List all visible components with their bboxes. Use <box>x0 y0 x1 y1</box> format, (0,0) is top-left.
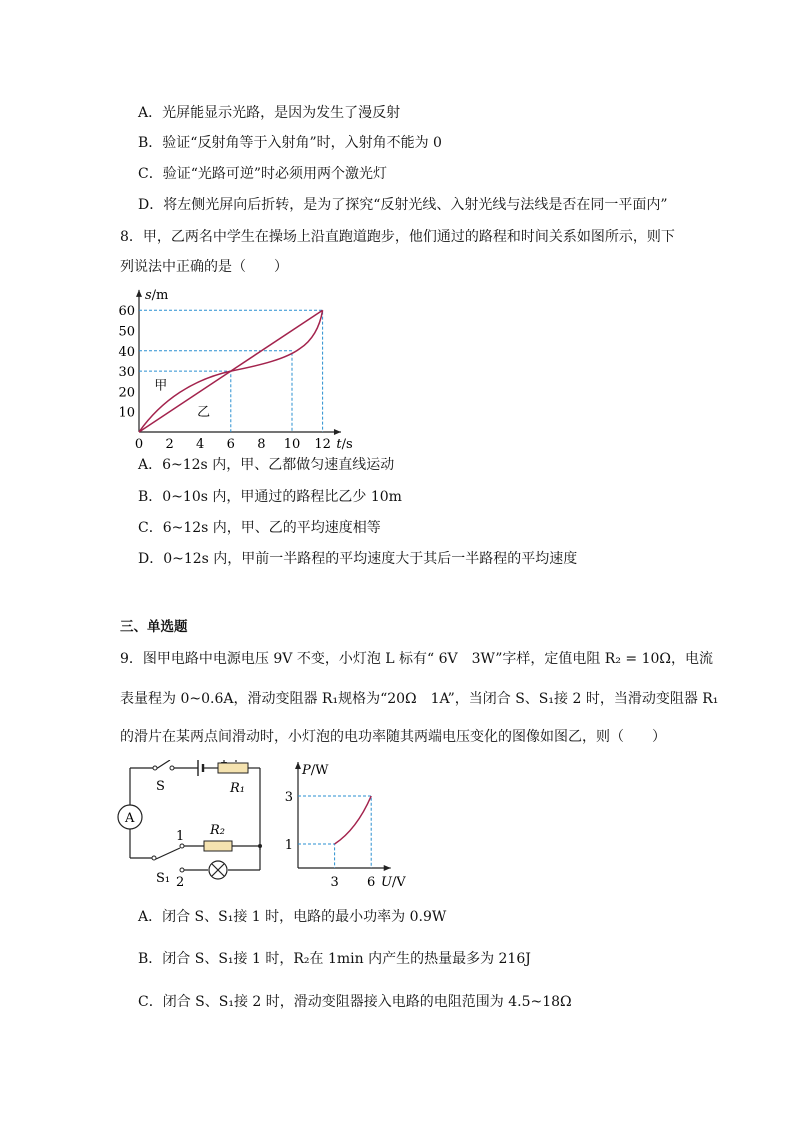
r2-resistor <box>204 841 232 851</box>
q9-stem-line2: 表量程为 0~0.6A，滑动变阻器 R₁规格为“20Ω 1A”，当闭合 S、S₁接 2 时，当滑动变阻器 R₁ <box>120 691 719 707</box>
y-tick-label: 30 <box>118 365 135 381</box>
x-tick-label: 0 <box>134 437 144 450</box>
r1-resistor <box>218 763 248 773</box>
y-axis-label: P/W <box>302 763 329 778</box>
switch-s-label: S <box>156 779 165 794</box>
y-tick-label: 3 <box>284 790 293 805</box>
dashed-guide-line <box>298 796 371 868</box>
contact-1-label: 1 <box>176 829 185 844</box>
q9-stem-line3: 的滑片在某两点间滑动时，小灯泡的电功率随其两端电压变化的图像如图乙，则（ ） <box>120 729 666 745</box>
switch-s-terminal <box>153 766 157 770</box>
q8-st-graph <box>112 280 372 450</box>
y-axis-arrow <box>136 290 142 297</box>
switch-s-blade <box>156 760 170 769</box>
y-tick-label: 10 <box>118 405 135 421</box>
q7-option-d: D．将左侧光屏向后折转，是为了探究“反射光线、入射光线与法线是否在同一平面内” <box>138 197 668 213</box>
contact-2 <box>180 868 184 872</box>
q8-stem-line1: 8．甲，乙两名中学生在操场上沿直跑道跑步，他们通过的路程和时间关系如图所示，则下 <box>120 229 675 245</box>
switch-s1-blade <box>156 848 180 859</box>
q8-option-c: C．6~12s 内，甲、乙的平均速度相等 <box>138 520 381 536</box>
y-axis-label: s/m <box>145 287 169 303</box>
x-tick-label: 8 <box>257 437 266 450</box>
contact-1 <box>180 844 184 848</box>
q9-option-c: C．闭合 S、S₁接 2 时，滑动变阻器接入电路的电阻范围为 4.5~18Ω <box>138 994 572 1010</box>
q9-circuit-diagram <box>112 760 272 890</box>
x-tick-label: 3 <box>330 875 339 890</box>
contact-2-label: 2 <box>176 875 185 890</box>
ammeter-label: A <box>125 811 135 826</box>
x-tick-label: 10 <box>283 437 301 450</box>
r2-label: R₂ <box>210 823 225 838</box>
section-title: 三、单选题 <box>120 619 188 635</box>
q7-option-c: C．验证“光路可逆”时必须用两个激光灯 <box>138 166 388 182</box>
q9-stem-line1: 9．图甲电路中电源电压 9V 不变，小灯泡 L 标有“ 6V 3W”字样，定值电阻 R₂ = 10Ω，电流 <box>120 651 714 667</box>
series-jia-label: 甲 <box>154 378 168 394</box>
y-tick-label: 40 <box>118 344 135 360</box>
r1-label: R₁ <box>230 781 245 796</box>
x-tick-label: 12 <box>314 437 331 450</box>
q8-option-d: D．0~12s 内，甲前一半路程的平均速度大于其后一半路程的平均速度 <box>138 551 578 567</box>
x-tick-label: 6 <box>226 437 235 450</box>
junction-dot <box>258 844 262 848</box>
x-tick-label: 2 <box>165 437 174 450</box>
q8-option-b: B．0~10s 内，甲通过的路程比乙少 10m <box>138 489 402 505</box>
series-yi-label: 乙 <box>197 404 211 420</box>
x-tick-label: 4 <box>196 437 205 450</box>
y-tick-label: 60 <box>118 304 135 320</box>
q7-option-b: B．验证“反射角等于入射角”时，入射角不能为 0 <box>138 135 442 151</box>
y-tick-label: 20 <box>118 385 135 401</box>
q9-option-a: A．闭合 S、S₁接 1 时，电路的最小功率为 0.9W <box>138 909 447 925</box>
x-axis-label: t/s <box>336 437 353 450</box>
q9-option-b: B．闭合 S、S₁接 1 时，R₂在 1min 内产生的热量最多为 216J <box>138 951 531 967</box>
switch-s1-terminal <box>152 856 156 860</box>
q8-option-a: A．6~12s 内，甲、乙都做匀速直线运动 <box>138 457 395 473</box>
y-tick-label: 50 <box>118 324 135 340</box>
x-axis-arrow <box>384 865 391 871</box>
y-tick-label: 1 <box>284 838 293 853</box>
x-axis-arrow <box>334 429 341 435</box>
x-axis-label: U/V <box>380 875 406 890</box>
switch-s-contact <box>170 766 174 770</box>
q7-option-a: A．光屏能显示光路，是因为发生了漫反射 <box>138 105 401 121</box>
q9-pu-graph <box>280 758 420 892</box>
switch-s1-label: S₁ <box>156 871 171 886</box>
x-tick-label: 6 <box>367 875 376 890</box>
dashed-guide-line <box>298 844 335 868</box>
pu-curve <box>335 796 372 844</box>
y-axis-arrow <box>295 762 301 769</box>
q8-stem-line2: 列说法中正确的是（ ） <box>120 259 288 275</box>
